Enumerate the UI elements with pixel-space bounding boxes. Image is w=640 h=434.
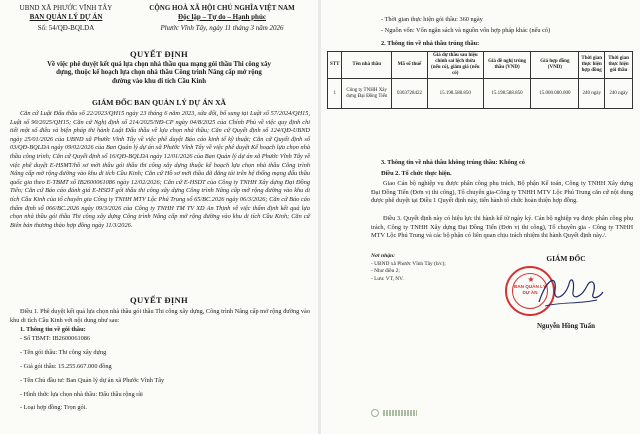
seal-icon <box>371 409 379 417</box>
list-item: - Tên gói thầu: Thi công xây dựng <box>20 348 107 356</box>
table-cell: 15.000.000.000 <box>531 79 579 109</box>
signer-name: Nguyễn Hồng Tuấn <box>537 322 595 330</box>
list-item: - Giá gói thầu: 15.255.667.000 đồng <box>20 362 112 370</box>
section-2-heading: 2. Thông tin về nhà thầu trúng thầu: <box>381 40 480 47</box>
table-cell: 240 ngày <box>579 79 605 109</box>
agency-header <box>6 4 126 33</box>
package-info-list <box>20 335 310 413</box>
table-cell: 240 ngày <box>605 79 633 109</box>
table-header-row <box>328 52 633 79</box>
article-2-heading: Điều 2. Tổ chức thực hiện. <box>381 170 452 177</box>
signature-info-line <box>383 410 417 416</box>
column-header: STT <box>328 52 342 79</box>
list-item: - Hình thức lựa chọn nhà thầu: Đấu thầu rộng rãi <box>20 390 143 398</box>
winning-bidder-table <box>327 51 633 109</box>
column-header: Giá hợp đồng (VND) <box>531 52 579 79</box>
recipients-block <box>371 253 491 283</box>
table-cell: Công ty TNHH Xây dựng Đại Đồng Tiến <box>342 79 392 109</box>
stamp-text: BAN QUẢN LÝ DỰ ÁN <box>514 284 546 295</box>
recipient-item: - UBND xã Phước Vĩnh Tây (b/c); <box>371 260 446 267</box>
document-page-right <box>321 0 640 434</box>
column-header: Tên nhà thầu <box>342 52 392 79</box>
issuing-authority: GIÁM ĐỐC BAN QUẢN LÝ DỰ ÁN XÃ <box>91 98 227 107</box>
star-icon: ★ <box>527 275 535 284</box>
table-row <box>328 79 633 109</box>
document-title: QUYẾT ĐỊNH <box>130 49 188 59</box>
document-subject: Về việc phê duyệt kết quả lựa chọn nhà thầu qua mạng gói thầu Thi công xây dựng, thuộc kế hoạch lựa chọn nhà thầu Công trình Nâng cấp mở rộng đường vào khu di tích Cầu Kinh <box>47 61 271 85</box>
column-header: Giá dự thầu sau hiệu chỉnh sai lệch thừa (nếu có), giảm giá (nếu có) <box>427 52 483 79</box>
digital-signature-mark <box>371 404 419 422</box>
section-1-heading: 1. Thông tin về gói thầu: <box>20 326 86 333</box>
national-motto-2: Độc lập – Tự do – Hạnh phúc <box>178 12 266 21</box>
list-item: - Số TBMT: IB2600061086 <box>20 335 91 342</box>
signature <box>535 268 605 312</box>
column-header: Mã số thuế <box>392 52 428 79</box>
agency-line-2: BAN QUẢN LÝ DỰ ÁN <box>29 12 103 21</box>
document-number: Số: 54/QĐ-BQLDA <box>37 24 95 32</box>
recipients-title: Nơi nhận: <box>371 253 395 259</box>
table-cell: 0303728422 <box>392 79 428 109</box>
recipient-item: - Như điều 2; <box>371 268 400 274</box>
section-3-heading: 3. Thông tin về nhà thầu không trúng thầu: Không có <box>381 159 525 166</box>
table-cell: 15.198.588.850 <box>483 79 531 109</box>
signer-title: GIÁM ĐỐC <box>546 254 586 263</box>
agency-line-1: UBND XÃ PHƯỚC VĨNH TÂY <box>19 4 113 12</box>
article-2-body: Giao Cán bộ nghiệp vụ được phân công phụ trách, Bộ phận Kế toán, Công ty TNHH Xây dựng Đại Đồng Tiến (Đơn vị thi công), Tổ chuyên gia-Công ty TNHH MTV Lộc Phú Trung căn cứ nội dung được phê duyệt tại Điều 1 Quyết định này, tiến hành tổ chức hoàn thiện hợp đồng. <box>371 180 633 205</box>
place-date: Phước Vĩnh Tây, ngày 11 tháng 3 năm 2026 <box>160 24 284 32</box>
column-header: Thời gian thực hiện gói thầu <box>605 52 633 79</box>
list-item: - Loại hợp đồng: Trọn gói. <box>20 404 88 412</box>
column-header: Giá đề nghị trúng thầu (VND) <box>483 52 531 79</box>
article-1: Điều 1. Phê duyệt kết quả lựa chọn nhà thầu gói thầu Thi công xây dựng, Công trình Nâng cấp mở rộng đường vào khu di tích Cầu Kinh với nội dung như sau: <box>10 308 310 324</box>
document-page-left <box>0 0 318 434</box>
article-3: Điều 3. Quyết định này có hiệu lực thi hành kể từ ngày ký. Cán bộ nghiệp vụ được phân công phụ trách, Công ty TNHH Xây dựng Đại Đồng Tiến (Đơn vị thi công), Tổ chuyên gia - Công ty TNHH MTV Lộc Phú Trung và các bộ phận có liên quan chịu trách nhiệm thi hành Quyết định này./. <box>371 215 633 240</box>
recipient-item: - Lưu: VT, NV. <box>371 275 404 282</box>
list-item: - Tên Chủ đầu tư: Ban Quản lý dự án xã Phước Vĩnh Tây <box>20 376 165 384</box>
national-motto-1: CỘNG HOÀ XÃ HỘI CHỦ NGHĨA VIỆT NAM <box>149 4 295 12</box>
recitals: Căn cứ Luật Đấu thầu số 22/2023/QH15 ngày 23 tháng 6 năm 2023, sửa đổi, bổ sung tại Luật số 57/2024/QH15, Luật số 90/2025/QH15; Căn cứ Nghị định số 214/2025/NĐ-CP ngày 04/8/2025 của Chính Phủ về việc quy định chi tiết một số điều và biện pháp thi hành Luật Đấu thầu về lựa chọn nhà thầu; Căn cứ Quyết định số 124/QĐ-UBND ngày 25/01/2026 của UBND xã Phước Vĩnh Tây về việc phê duyệt Báo cáo kinh tế kỹ thuật; Căn cứ Quyết định số 03/QĐ-BQLDA ngày 09/02/2026 của Ban Quản lý dự án xã Phước Vĩnh Tây về việc phê duyệt Kế hoạch lựa chọn nhà thầu công trình; Căn cứ Quyết định số 16/QĐ-BQLDA ngày 12/01/2026 của Ban Quản lý dự án xã Phước Vĩnh Tây về việc phê duyệt E-HSMT/hồ sơ mời thầu gói thầu thi công xây dựng thuộc kế hoạch lựa chọn nhà thầu Công trình Nâng cấp mở rộng đường vào khu di tích Cầu Kinh; Căn cứ Hồ sơ mời thầu đã đăng tải trên hệ thống mạng đấu thầu quốc gia theo E-TBMT số IB2600061086 ngày 12/02/2026; Căn cứ E-HSDT của Công ty TNHH Xây dựng Đại Đồng Tiến; Căn cứ Báo cáo đánh giá E-HSDT gói thầu thi công xây dựng Công trình Nâng cấp mở rộng đường vào khu di tích Cầu Kinh của tổ chuyên gia Công ty TNHH MTV Lộc Phú Trung số 65/BC.2026 ngày 06/3/2026; Căn cứ Báo cáo thẩm định số 066/BC.2026 ngày 09/3/2026 của Công ty TNHH TM TV XD An Thịnh về việc thẩm định kết quả lựa chọn nhà thầu gói thầu Thi công xây dựng Công trình Nâng cấp mở rộng đường vào khu di tích Cầu Kinh; Căn cứ Biên bản thương thảo hợp đồng ngày 11/3/2026. <box>10 110 310 229</box>
table-cell: 1 <box>328 79 342 109</box>
list-item: - Thời gian thực hiện gói thầu: 360 ngày <box>381 16 483 23</box>
national-header <box>128 4 316 33</box>
list-item: - Nguồn vốn: Vốn ngân sách và nguồn vốn hợp pháp khác (nếu có) <box>381 27 551 34</box>
table-cell: 15.198.588.850 <box>427 79 483 109</box>
decision-heading: QUYẾT ĐỊNH <box>130 295 188 305</box>
column-header: Thời gian thực hiện hợp đồng <box>579 52 605 79</box>
